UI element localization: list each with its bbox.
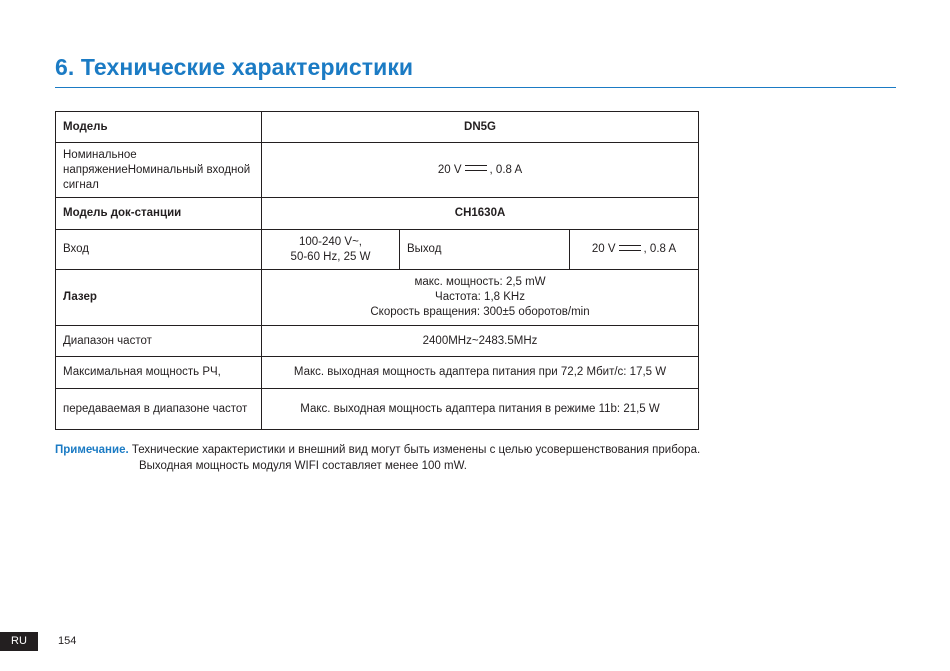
freq-label: Диапазон частот (56, 326, 262, 357)
table-row (56, 198, 699, 230)
table-row (56, 326, 699, 357)
note-line2: Выходная мощность модуля WIFI составляет менее 100 mW. (139, 460, 467, 472)
note-line1: Технические характеристики и внешний вид могут быть изменены с целью усовершенствования прибора. (131, 444, 701, 456)
band-value: Макс. выходная мощность адаптера питания в режиме 11b: 21,5 W (262, 389, 699, 430)
specs-table (55, 111, 699, 430)
rf-value: Макс. выходная мощность адаптера питания при 72,2 Мбит/с: 17,5 W (262, 357, 699, 389)
table-row (56, 270, 699, 326)
dock-label: Модель док-станции (56, 198, 262, 230)
freq-value: 2400MHz~2483.5MHz (262, 326, 699, 357)
laser-line3: Скорость вращения: 300±5 оборотов/min (370, 306, 590, 318)
note-label: Примечание. (55, 444, 129, 456)
band-label: передаваемая в диапазоне частот (56, 389, 262, 430)
laser-label: Лазер (56, 270, 262, 326)
table-row (56, 389, 699, 430)
nominal-voltage: 20 V (437, 163, 462, 176)
rf-label: Максимальная мощность РЧ, (56, 357, 262, 389)
dc-symbol-icon (619, 245, 641, 251)
dc-symbol-icon (465, 165, 487, 171)
output-current: , 0.8 A (643, 243, 677, 255)
nominal-label: Номинальное напряжениеНоминальный входной сигнал (56, 143, 262, 198)
table-row (56, 230, 699, 270)
page-title: 6. Технические характеристики (55, 54, 414, 80)
output-value (570, 230, 699, 270)
table-row (56, 143, 699, 198)
input-label: Вход (56, 230, 262, 270)
model-label: Модель (56, 112, 262, 143)
nominal-current: , 0.8 A (489, 163, 523, 176)
output-label: Выход (400, 230, 570, 270)
nominal-value (262, 143, 699, 198)
laser-line1: макс. мощность: 2,5 mW (414, 276, 546, 288)
note (55, 442, 701, 472)
input-value-line1: 100-240 V~, (299, 235, 362, 248)
dock-value: CH1630A (262, 198, 699, 230)
page-number: 154 (58, 635, 77, 647)
output-voltage: 20 V (591, 243, 616, 255)
input-value-line2: 50-60 Hz, 25 W (290, 250, 371, 263)
input-value (262, 230, 400, 270)
table-row (56, 112, 699, 143)
laser-line2: Частота: 1,8 KHz (435, 291, 525, 303)
table-row (56, 357, 699, 389)
language-badge: RU (0, 632, 38, 651)
model-value: DN5G (262, 112, 699, 143)
laser-value (262, 270, 699, 326)
title-divider (55, 87, 896, 88)
